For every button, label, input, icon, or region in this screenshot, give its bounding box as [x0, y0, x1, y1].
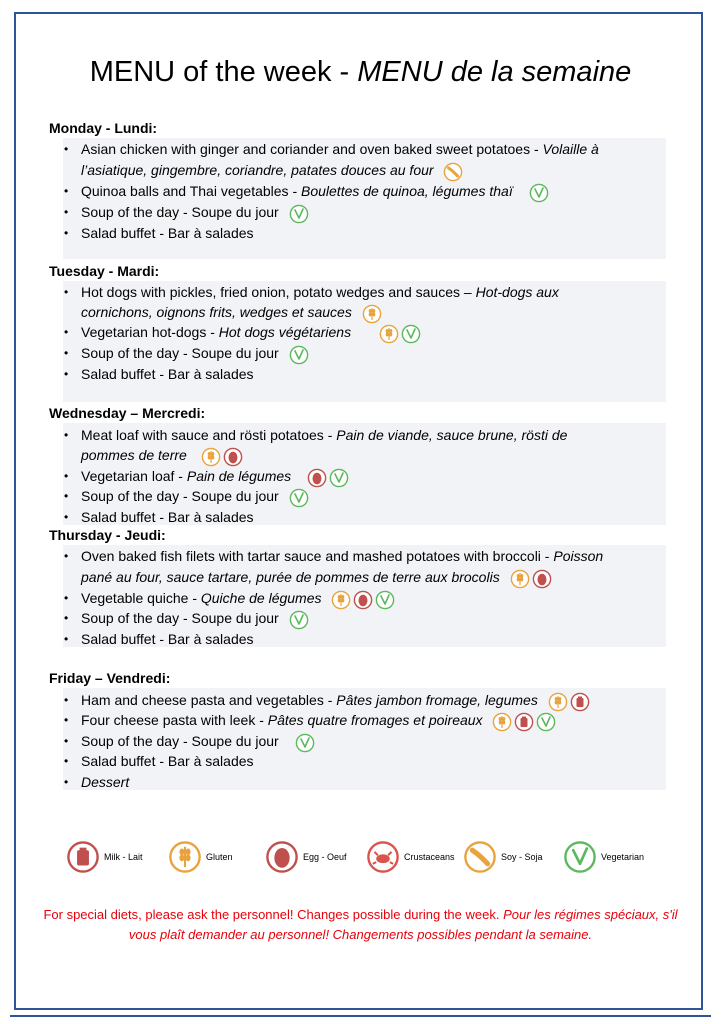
vegetarian-icon [529, 183, 549, 203]
bullet: • [64, 734, 69, 748]
bullet: • [64, 226, 69, 240]
bullet: • [64, 754, 69, 768]
gluten-icon [510, 569, 530, 589]
egg-icon [223, 447, 243, 467]
list-item: Soup of the day - Soupe du jour [81, 202, 311, 224]
legend-label: Milk - Lait [104, 852, 143, 862]
list-item: Vegetarian hot-dogs - Hot dogs végétariens [81, 322, 423, 344]
vegetarian-icon [536, 712, 556, 732]
gluten-icon [548, 692, 568, 712]
soy-icon [463, 840, 497, 874]
special-diets-notice [40, 905, 681, 945]
gluten-icon [168, 840, 202, 874]
gluten-icon [331, 590, 351, 610]
gluten-icon [379, 324, 399, 344]
thursday-heading: Thursday - Jeudi: [49, 527, 166, 543]
vegetarian-icon [329, 468, 349, 488]
bullet: • [64, 285, 69, 299]
bullet: • [64, 775, 69, 789]
bullet: • [64, 693, 69, 707]
tuesday-heading: Tuesday - Mardi: [49, 263, 160, 279]
gluten-icon [362, 304, 382, 324]
bullet: • [64, 428, 69, 442]
egg-icon [532, 569, 552, 589]
list-item: Quinoa balls and Thai vegetables - Boulettes de quinoa, légumes thaï [81, 181, 551, 203]
egg-icon [307, 468, 327, 488]
list-item-continuation: l’asiatique, gingembre, coriandre, patates douces au four [81, 160, 465, 182]
bullet: • [64, 489, 69, 503]
legend-gluten [168, 840, 233, 874]
bullet: • [64, 469, 69, 483]
list-item: Vegetarian loaf - Pain de légumes [81, 466, 351, 488]
allergen-legend [0, 840, 721, 880]
bullet: • [64, 713, 69, 727]
list-item: Soup of the day - Soupe du jour [81, 731, 317, 753]
vegetarian-icon [401, 324, 421, 344]
list-item: Hot dogs with pickles, fried onion, potato wedges and sauces – Hot-dogs aux [81, 284, 559, 300]
legend-egg [265, 840, 347, 874]
bullet: • [64, 591, 69, 605]
legend-label: Vegetarian [601, 852, 645, 862]
list-item: Dessert [81, 774, 130, 790]
bottom-divider [10, 1015, 711, 1017]
milk-icon [66, 840, 100, 874]
milk-icon [514, 712, 534, 732]
list-item-continuation: pommes de terre [81, 445, 245, 467]
monday-heading: Monday - Lundi: [49, 120, 158, 136]
title-fr: MENU de la semaine [357, 56, 632, 88]
vegetarian-icon [295, 733, 315, 753]
title-en: MENU of the week - [89, 56, 358, 88]
legend-soy [463, 840, 543, 874]
bullet: • [64, 549, 69, 563]
vegetarian-icon [289, 610, 309, 630]
legend-crustaceans [366, 840, 455, 874]
list-item: Salad buffet - Bar à salades [81, 509, 254, 525]
bullet: • [64, 346, 69, 360]
legend-label: Egg - Oeuf [303, 852, 347, 862]
wednesday-heading: Wednesday – Mercredi: [49, 405, 206, 421]
list-item-continuation: pané au four, sauce tartare, purée de pommes de terre aux brocolis [81, 567, 554, 589]
gluten-icon [201, 447, 221, 467]
bullet: • [64, 367, 69, 381]
legend-label: Crustaceans [404, 852, 455, 862]
soy-icon [443, 162, 463, 182]
list-item: Asian chicken with ginger and coriander and oven baked sweet potatoes - Volaille à [81, 141, 599, 157]
list-item: Soup of the day - Soupe du jour [81, 608, 311, 630]
legend-label: Soy - Soja [501, 852, 543, 862]
list-item: Salad buffet - Bar à salades [81, 225, 254, 241]
bullet: • [64, 184, 69, 198]
list-item-continuation: cornichons, oignons frits, wedges et sauces [81, 302, 384, 324]
notice-fr: Pour les régimes spéciaux, s'il vous plaît demander au personnel! Changements possibles pendant la semaine. [128, 907, 678, 942]
vegetarian-icon [375, 590, 395, 610]
list-item: Ham and cheese pasta and vegetables - Pâtes jambon fromage, legumes [81, 690, 592, 712]
list-item: Salad buffet - Bar à salades [81, 366, 254, 382]
friday-heading: Friday – Vendredi: [49, 670, 171, 686]
vegetarian-icon [289, 345, 309, 365]
legend-vegetarian [563, 840, 644, 874]
crustaceans-icon [366, 840, 400, 874]
page-title [0, 56, 721, 89]
list-item: Four cheese pasta with leek - Pâtes quatre fromages et poireaux [81, 710, 558, 732]
bullet: • [64, 611, 69, 625]
vegetarian-icon [563, 840, 597, 874]
bullet: • [64, 632, 69, 646]
egg-icon [265, 840, 299, 874]
legend-label: Gluten [206, 852, 233, 862]
bullet: • [64, 142, 69, 156]
list-item: Oven baked fish filets with tartar sauce and mashed potatoes with broccoli - Poisson [81, 548, 604, 564]
list-item: Salad buffet - Bar à salades [81, 753, 254, 769]
list-item: Soup of the day - Soupe du jour [81, 343, 311, 365]
legend-milk [66, 840, 143, 874]
list-item: Meat loaf with sauce and rösti potatoes - Pain de viande, sauce brune, rösti de [81, 427, 568, 443]
bullet: • [64, 325, 69, 339]
vegetarian-icon [289, 204, 309, 224]
list-item: Soup of the day - Soupe du jour [81, 486, 311, 508]
vegetarian-icon [289, 488, 309, 508]
list-item: Salad buffet - Bar à salades [81, 631, 254, 647]
notice-en: For special diets, please ask the personnel! Changes possible during the week. [43, 907, 504, 922]
milk-icon [570, 692, 590, 712]
list-item: Vegetable quiche - Quiche de légumes [81, 588, 397, 610]
bullet: • [64, 510, 69, 524]
gluten-icon [492, 712, 512, 732]
egg-icon [353, 590, 373, 610]
bullet: • [64, 205, 69, 219]
